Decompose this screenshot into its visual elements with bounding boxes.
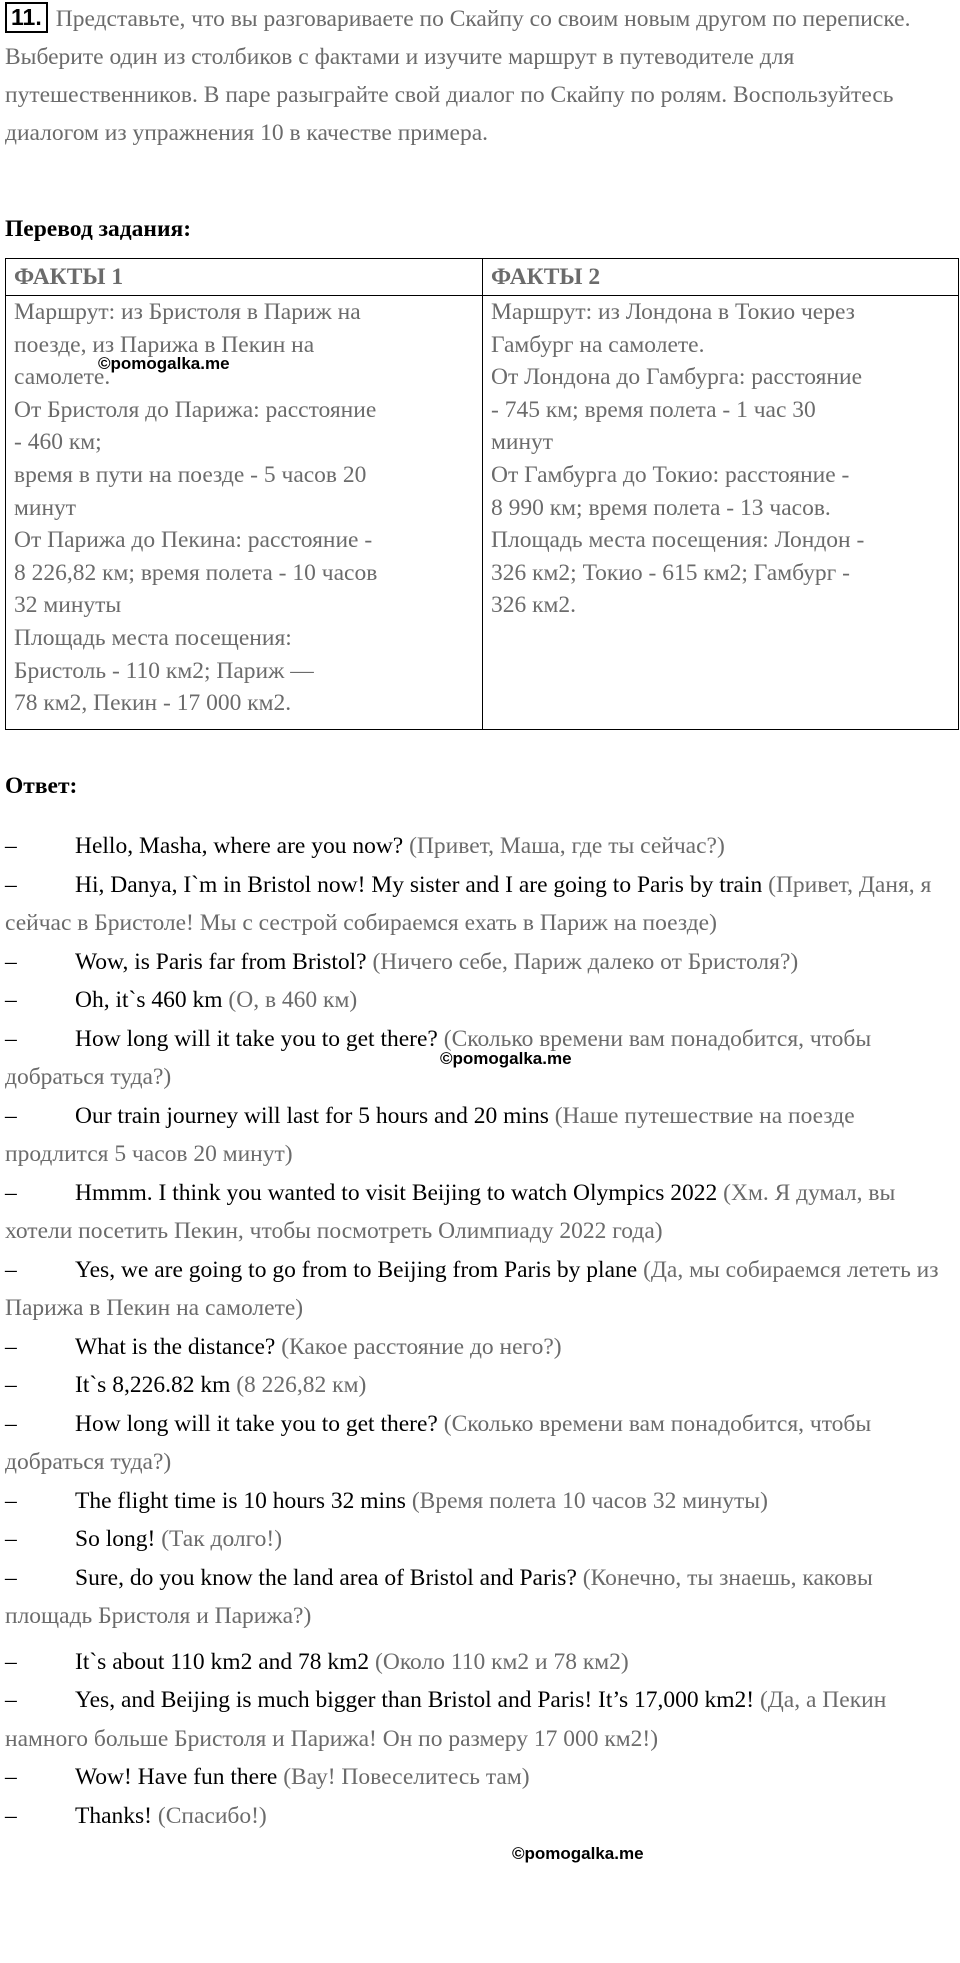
- dialog-line: [5, 1097, 955, 1174]
- dash-marker: –: [5, 1256, 17, 1283]
- dialog-english: Hmmm. I think you wanted to visit Beijing to watch Olympics 2022: [75, 1179, 718, 1206]
- fact-line: От Лондона до Гамбурга: расстояние: [491, 364, 862, 391]
- dash-marker: –: [5, 1687, 17, 1713]
- dialog-line: [5, 1482, 955, 1521]
- dialog-line: [5, 1797, 955, 1836]
- dash-marker: –: [5, 1526, 17, 1552]
- fact-line: 326 км2.: [491, 592, 577, 619]
- dialog-english: Wow, is Paris far from Bristol?: [75, 948, 367, 975]
- dialog-english: Yes, and Beijing is much bigger than Bristol and Paris! It’s 17,000 km2!: [75, 1687, 755, 1713]
- dash-marker: –: [5, 1564, 17, 1591]
- dialog-russian: (О, в 460 км): [228, 987, 358, 1013]
- dialog-english: The flight time is 10 hours 32 mins: [75, 1487, 406, 1514]
- translation-heading: Перевод задания:: [5, 216, 192, 242]
- answer-heading: Ответ:: [5, 773, 78, 799]
- dash-marker: –: [5, 987, 17, 1013]
- dialog-russian: (Привет, Даня, я сейчас в Бристоле! Мы с сестрой собираемся ехать в Париж на поезде): [5, 871, 932, 936]
- dialog-english: What is the distance?: [75, 1333, 276, 1360]
- dash-marker: –: [5, 1333, 17, 1360]
- fact-line: 32 минуты: [14, 592, 122, 619]
- dialog-russian: (Ничего себе, Париж далеко от Бристоля?): [372, 948, 799, 975]
- fact-line: 78 км2, Пекин - 17 000 км2.: [14, 690, 292, 717]
- dash-marker: –: [5, 1648, 17, 1675]
- fact-line: - 745 км; время полета - 1 час 30: [491, 396, 816, 423]
- facts-2-header: ФАКТЫ 2: [483, 259, 959, 296]
- dialog-english: Our train journey will last for 5 hours and 20 mins: [75, 1102, 549, 1129]
- dialog-english: How long will it take you to get there?: [75, 1025, 438, 1052]
- dialog-russian: (Время полета 10 часов 32 минуты): [411, 1487, 768, 1514]
- task-number: 11.: [5, 2, 48, 33]
- dialog-line: [5, 866, 955, 943]
- fact-line: поезде, из Парижа в Пекин на: [14, 331, 315, 358]
- dash-marker: –: [5, 1802, 17, 1829]
- dash-marker: –: [5, 1487, 17, 1514]
- dialog-english: Wow! Have fun there: [75, 1764, 278, 1790]
- dash-marker: –: [5, 1179, 17, 1206]
- fact-line: От Бристоля до Парижа: расстояние: [14, 396, 377, 423]
- dialog-russian: (Хм. Я думал, вы хотели посетить Пекин, чтобы посмотреть Олимпиаду 2022 года): [5, 1179, 896, 1244]
- fact-line: 8 226,82 км; время полета - 10 часов: [14, 559, 378, 586]
- fact-line: самолете.: [14, 364, 111, 391]
- fact-line: От Парижа до Пекина: расстояние -: [14, 527, 373, 554]
- dialog-english: Oh, it`s 460 km: [75, 987, 223, 1013]
- dialog-line: [5, 827, 955, 866]
- fact-line: 8 990 км; время полета - 13 часов.: [491, 494, 831, 521]
- fact-line: От Гамбурга до Токио: расстояние -: [491, 461, 850, 488]
- dialog-line: [5, 1758, 955, 1797]
- dialog-english: Sure, do you know the land area of Bristol and Paris?: [75, 1564, 577, 1591]
- dialog-line: [5, 1559, 955, 1636]
- dialog-russian: (Сколько времени вам понадобится, чтобы добраться туда?): [5, 1025, 872, 1090]
- dialog-line: [5, 943, 955, 982]
- facts-1-header: ФАКТЫ 1: [6, 259, 483, 296]
- dialog-english: Hello, Masha, where are you now?: [75, 833, 404, 859]
- dialog-line: [5, 1405, 955, 1482]
- fact-line: Бристоль - 110 км2; Париж —: [14, 657, 314, 684]
- dialog-russian: (Наше путешествие на поезде продлится 5 часов 20 минут): [5, 1102, 855, 1167]
- dialog-line: [5, 1643, 955, 1682]
- dialog-english: Yes, we are going to go from to Beijing from Paris by plane: [75, 1256, 638, 1283]
- dash-marker: –: [5, 1410, 17, 1437]
- dialog-line: [5, 981, 955, 1020]
- dialog-english: Thanks!: [75, 1802, 153, 1829]
- watermark: ©pomogalka.me: [512, 1844, 644, 1863]
- dialog-russian: (8 226,82 км): [236, 1372, 367, 1398]
- fact-line: Площадь места посещения: Лондон -: [491, 527, 865, 554]
- facts-2-cell: [483, 296, 959, 730]
- fact-line: 326 км2; Токио - 615 км2; Гамбург -: [491, 559, 850, 586]
- fact-line: Маршрут: из Лондона в Токио через: [491, 299, 855, 325]
- dash-marker: –: [5, 948, 17, 975]
- dialog: [5, 827, 955, 1835]
- facts-1-cell: [6, 296, 483, 730]
- task-paragraph: [5, 0, 950, 152]
- dialog-line: [5, 1520, 955, 1559]
- dialog-russian: (Какое расстояние до него?): [281, 1333, 562, 1360]
- dash-marker: –: [5, 1372, 17, 1398]
- dialog-english: It`s about 110 km2 and 78 km2: [75, 1648, 370, 1675]
- dialog-english: How long will it take you to get there?: [75, 1410, 438, 1437]
- dialog-russian: (Сколько времени вам понадобится, чтобы добраться туда?): [5, 1410, 872, 1475]
- dialog-line: [5, 1174, 955, 1251]
- fact-line: Площадь места посещения:: [14, 624, 292, 651]
- fact-line: Гамбург на самолете.: [491, 331, 705, 358]
- watermark: ©pomogalka.me: [440, 1049, 572, 1068]
- fact-line: минут: [491, 429, 554, 456]
- dialog-english: Hi, Danya, I`m in Bristol now! My sister and I are going to Paris by train: [75, 871, 763, 898]
- dialog-russian: (Да, а Пекин намного больше Бристоля и Парижа! Он по размеру 17 000 км2!): [5, 1687, 887, 1752]
- dash-marker: –: [5, 1025, 17, 1052]
- dialog-line: [5, 1366, 955, 1405]
- dialog-english: It`s 8,226.82 km: [75, 1372, 231, 1398]
- dialog-russian: (Вау! Повеселитесь там): [283, 1764, 530, 1790]
- task-text: Представьте, что вы разговариваете по Скайпу со своим новым другом по переписке. Выберите один из столбиков с фактами и изучите маршрут в путеводителе для путешественников. В паре разыграйте свой диалог по Скайпу по ролям. Воспользуйтесь диалогом из упражнения 10 в качестве примера.: [5, 6, 911, 146]
- dialog-russian: (Конечно, ты знаешь, каковы площадь Бристоля и Парижа?): [5, 1564, 873, 1629]
- facts-table: [5, 258, 959, 730]
- dash-marker: –: [5, 1102, 17, 1129]
- dash-marker: –: [5, 1764, 17, 1790]
- dialog-line: [5, 1681, 955, 1758]
- dialog-russian: (Привет, Маша, где ты сейчас?): [409, 833, 725, 859]
- watermark: ©pomogalka.me: [98, 354, 230, 373]
- dialog-english: So long!: [75, 1526, 156, 1552]
- fact-line: - 460 км;: [14, 429, 102, 456]
- dash-marker: –: [5, 871, 17, 898]
- dash-marker: –: [5, 833, 17, 859]
- dialog-russian: (Да, мы собираемся лететь из Парижа в Пекин на самолете): [5, 1256, 939, 1321]
- dialog-line: [5, 1328, 955, 1367]
- fact-line: Маршрут: из Бристоля в Париж на: [14, 299, 361, 325]
- fact-line: минут: [14, 494, 77, 521]
- dialog-russian: (Спасибо!): [157, 1802, 267, 1829]
- dialog-russian: (Так долго!): [161, 1526, 283, 1552]
- dialog-line: [5, 1251, 955, 1328]
- fact-line: время в пути на поезде - 5 часов 20: [14, 461, 367, 488]
- dialog-russian: (Около 110 км2 и 78 км2): [375, 1648, 629, 1675]
